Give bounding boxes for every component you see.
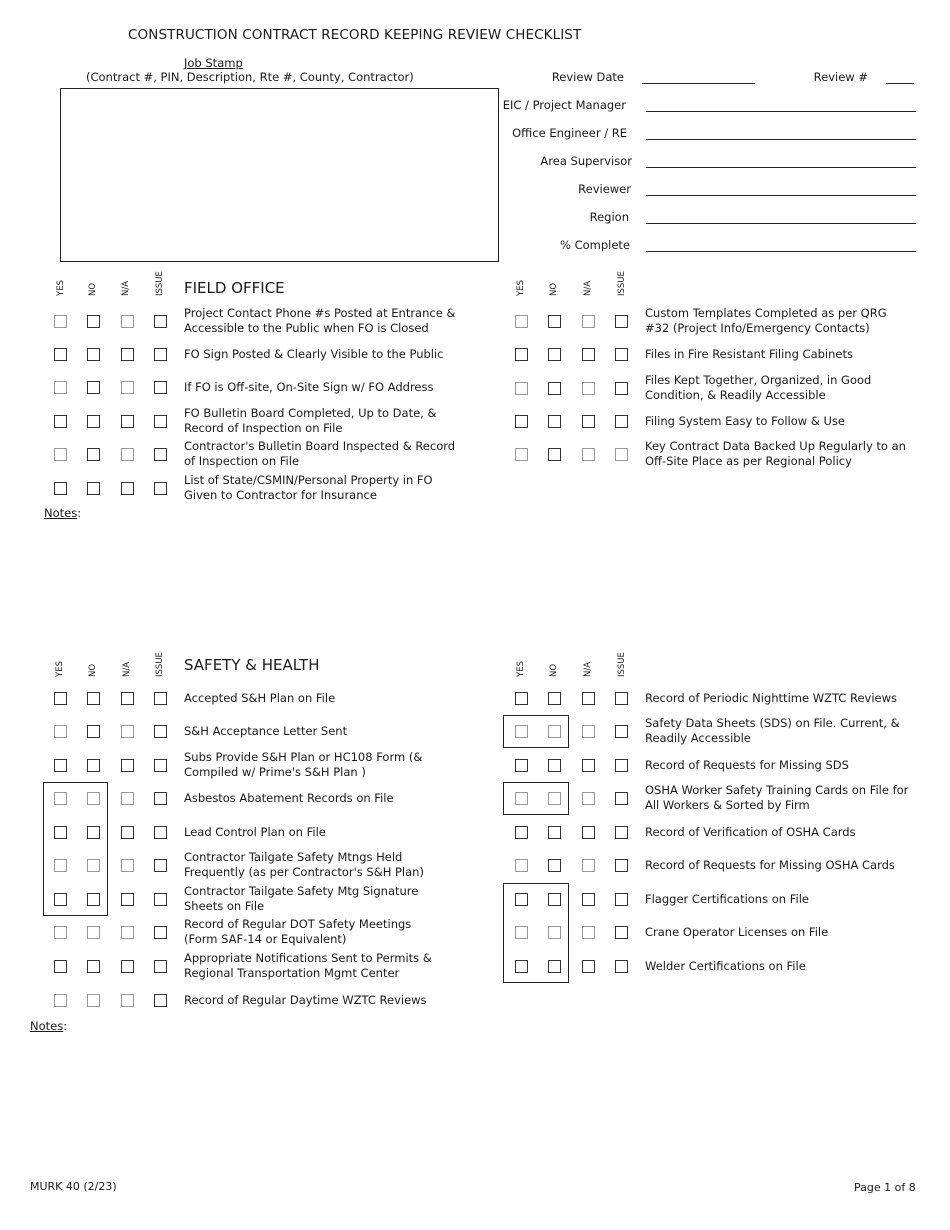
- percent-complete-label: % Complete: [559, 238, 630, 252]
- checklist-item-label: Flagger Certifications on File: [645, 892, 809, 906]
- issue-checkbox[interactable]: [615, 315, 628, 328]
- no-checkbox[interactable]: [548, 415, 561, 428]
- checklist-item-label: Project Contact Phone #s Posted at Entrance & Accessible to the Public when FO is Closed: [184, 306, 456, 335]
- checklist-item-label: Asbestos Abatement Records on File: [184, 791, 394, 805]
- yes-checkbox[interactable]: [54, 893, 67, 906]
- issue-checkbox[interactable]: [154, 994, 167, 1007]
- checklist-item-label: Files in Fire Resistant Filing Cabinets: [645, 347, 853, 361]
- checklist-item-label: Record of Verification of OSHA Cards: [645, 825, 856, 839]
- yes-checkbox[interactable]: [54, 759, 67, 772]
- yes-checkbox[interactable]: [54, 482, 67, 495]
- no-checkbox[interactable]: [87, 994, 100, 1007]
- na-checkbox[interactable]: [121, 759, 134, 772]
- yes-checkbox[interactable]: [515, 960, 528, 973]
- no-checkbox[interactable]: [548, 692, 561, 705]
- yes-checkbox[interactable]: [54, 994, 67, 1007]
- review-number-field[interactable]: [886, 83, 914, 84]
- yes-checkbox[interactable]: [515, 415, 528, 428]
- issue-checkbox[interactable]: [615, 348, 628, 361]
- na-checkbox[interactable]: [121, 792, 134, 805]
- office-engineer-label: Office Engineer / RE: [512, 126, 627, 140]
- na-checkbox[interactable]: [121, 960, 134, 973]
- no-checkbox[interactable]: [87, 315, 100, 328]
- no-checkbox[interactable]: [87, 926, 100, 939]
- issue-checkbox[interactable]: [615, 859, 628, 872]
- yes-checkbox[interactable]: [54, 448, 67, 461]
- col-head-no: NO: [88, 663, 98, 677]
- col-head-yes: YES: [516, 661, 526, 677]
- na-checkbox[interactable]: [582, 859, 595, 872]
- na-checkbox[interactable]: [582, 926, 595, 939]
- col-head-na: N/A: [121, 280, 131, 296]
- review-date-label: Review Date: [551, 70, 624, 84]
- na-checkbox[interactable]: [582, 826, 595, 839]
- issue-checkbox[interactable]: [615, 415, 628, 428]
- na-checkbox[interactable]: [121, 315, 134, 328]
- form-id: MURK 40 (2/23): [30, 1180, 117, 1193]
- checklist-item-label: Contractor Tailgate Safety Mtngs Held Frequently (as per Contractor's S&H Plan): [184, 850, 424, 879]
- col-head-issue: ISSUE: [617, 652, 627, 677]
- page-number: Page 1 of 8: [854, 1181, 916, 1194]
- issue-checkbox[interactable]: [615, 725, 628, 738]
- issue-checkbox[interactable]: [154, 960, 167, 973]
- reviewer-label: Reviewer: [578, 182, 631, 196]
- checklist-item-label: Lead Control Plan on File: [184, 825, 326, 839]
- checklist-item-label: FO Bulletin Board Completed, Up to Date, & Record of Inspection on File: [184, 406, 437, 435]
- no-checkbox[interactable]: [87, 415, 100, 428]
- yes-checkbox[interactable]: [54, 960, 67, 973]
- safety-notes-label: Notes: [30, 1019, 64, 1033]
- col-head-na: N/A: [583, 280, 593, 296]
- no-checkbox[interactable]: [548, 859, 561, 872]
- issue-checkbox[interactable]: [615, 893, 628, 906]
- reviewer-field[interactable]: [646, 195, 916, 196]
- job-stamp-label: Job Stamp: [184, 56, 243, 70]
- col-head-yes: YES: [56, 280, 66, 296]
- no-checkbox[interactable]: [87, 448, 100, 461]
- eic-field[interactable]: [646, 111, 916, 112]
- yes-checkbox[interactable]: [54, 725, 67, 738]
- issue-checkbox[interactable]: [154, 348, 167, 361]
- yes-checkbox[interactable]: [515, 692, 528, 705]
- office-engineer-field[interactable]: [646, 139, 916, 140]
- issue-checkbox[interactable]: [154, 725, 167, 738]
- no-checkbox[interactable]: [548, 725, 561, 738]
- na-checkbox[interactable]: [582, 893, 595, 906]
- area-supervisor-label: Area Supervisor: [540, 154, 632, 168]
- yes-checkbox[interactable]: [54, 692, 67, 705]
- issue-checkbox[interactable]: [154, 759, 167, 772]
- checklist-item-label: List of State/CSMIN/Personal Property in FO Given to Contractor for Insurance: [184, 473, 433, 502]
- yes-checkbox[interactable]: [515, 315, 528, 328]
- yes-checkbox[interactable]: [54, 826, 67, 839]
- issue-checkbox[interactable]: [615, 692, 628, 705]
- yes-checkbox[interactable]: [54, 415, 67, 428]
- checklist-item-label: Welder Certifications on File: [645, 959, 806, 973]
- no-checkbox[interactable]: [548, 382, 561, 395]
- no-checkbox[interactable]: [548, 792, 561, 805]
- na-checkbox[interactable]: [121, 859, 134, 872]
- col-head-na: N/A: [583, 661, 593, 677]
- checklist-item-label: Accepted S&H Plan on File: [184, 691, 336, 705]
- col-head-issue: ISSUE: [155, 271, 165, 296]
- no-checkbox[interactable]: [87, 826, 100, 839]
- issue-checkbox[interactable]: [154, 692, 167, 705]
- job-stamp-sublabel: (Contract #, PIN, Description, Rte #, County, Contractor): [86, 70, 414, 84]
- no-checkbox[interactable]: [548, 926, 561, 939]
- field-office-title: FIELD OFFICE: [184, 279, 285, 297]
- issue-checkbox[interactable]: [615, 960, 628, 973]
- checklist-item-label: Safety Data Sheets (SDS) on File. Current, & Readily Accessible: [645, 716, 900, 745]
- checklist-item-label: Key Contract Data Backed Up Regularly to an Off-Site Place as per Regional Policy: [645, 439, 906, 468]
- notes-colon: :: [77, 506, 82, 520]
- yes-checkbox[interactable]: [54, 792, 67, 805]
- na-checkbox[interactable]: [582, 960, 595, 973]
- na-checkbox[interactable]: [582, 792, 595, 805]
- yes-checkbox[interactable]: [515, 725, 528, 738]
- na-checkbox[interactable]: [582, 692, 595, 705]
- issue-checkbox[interactable]: [154, 381, 167, 394]
- issue-checkbox[interactable]: [615, 448, 628, 461]
- field-office-notes-label: Notes: [44, 506, 78, 520]
- no-checkbox[interactable]: [87, 725, 100, 738]
- na-checkbox[interactable]: [121, 725, 134, 738]
- area-supervisor-field[interactable]: [646, 167, 916, 168]
- issue-checkbox[interactable]: [615, 926, 628, 939]
- no-checkbox[interactable]: [548, 759, 561, 772]
- col-head-yes: YES: [516, 280, 526, 296]
- col-head-no: NO: [549, 282, 559, 296]
- no-checkbox[interactable]: [87, 859, 100, 872]
- no-checkbox[interactable]: [548, 348, 561, 361]
- yes-checkbox[interactable]: [54, 381, 67, 394]
- checklist-item-label: Crane Operator Licenses on File: [645, 925, 829, 939]
- no-checkbox[interactable]: [87, 381, 100, 394]
- checklist-item-label: Custom Templates Completed as per QRG #32 (Project Info/Emergency Contacts): [645, 306, 887, 335]
- no-checkbox[interactable]: [87, 960, 100, 973]
- na-checkbox[interactable]: [121, 448, 134, 461]
- col-head-no: NO: [549, 663, 559, 677]
- no-checkbox[interactable]: [548, 448, 561, 461]
- checklist-item-label: Appropriate Notifications Sent to Permits & Regional Transportation Mgmt Center: [184, 951, 432, 980]
- na-checkbox[interactable]: [582, 448, 595, 461]
- issue-checkbox[interactable]: [154, 315, 167, 328]
- na-checkbox[interactable]: [121, 348, 134, 361]
- no-checkbox[interactable]: [87, 893, 100, 906]
- na-checkbox[interactable]: [121, 692, 134, 705]
- col-head-yes: YES: [55, 661, 65, 677]
- col-head-na: N/A: [122, 661, 132, 677]
- issue-checkbox[interactable]: [615, 759, 628, 772]
- na-checkbox[interactable]: [121, 381, 134, 394]
- issue-checkbox[interactable]: [154, 448, 167, 461]
- col-head-issue: ISSUE: [155, 652, 165, 677]
- yes-checkbox[interactable]: [515, 348, 528, 361]
- eic-label: EIC / Project Manager: [502, 98, 626, 112]
- issue-checkbox[interactable]: [615, 382, 628, 395]
- checklist-item-label: Contractor Tailgate Safety Mtg Signature Sheets on File: [184, 884, 419, 913]
- na-checkbox[interactable]: [582, 725, 595, 738]
- checklist-item-label: Contractor's Bulletin Board Inspected & Record of Inspection on File: [184, 439, 456, 468]
- no-checkbox[interactable]: [548, 893, 561, 906]
- no-checkbox[interactable]: [87, 792, 100, 805]
- issue-checkbox[interactable]: [154, 482, 167, 495]
- na-checkbox[interactable]: [582, 415, 595, 428]
- checklist-item-label: FO Sign Posted & Clearly Visible to the Public: [184, 347, 444, 361]
- no-checkbox[interactable]: [87, 482, 100, 495]
- yes-checkbox[interactable]: [515, 382, 528, 395]
- notes-colon: :: [63, 1019, 68, 1033]
- checklist-item-label: Record of Periodic Nighttime WZTC Reviews: [645, 691, 898, 705]
- checklist-item-label: Record of Requests for Missing SDS: [645, 758, 849, 772]
- col-head-no: NO: [88, 282, 98, 296]
- na-checkbox[interactable]: [121, 415, 134, 428]
- no-checkbox[interactable]: [548, 960, 561, 973]
- yes-checkbox[interactable]: [515, 859, 528, 872]
- issue-checkbox[interactable]: [154, 415, 167, 428]
- region-label: Region: [589, 210, 629, 224]
- region-field[interactable]: [646, 223, 916, 224]
- na-checkbox[interactable]: [582, 382, 595, 395]
- na-checkbox[interactable]: [121, 994, 134, 1007]
- checklist-item-label: Record of Regular DOT Safety Meetings (Form SAF-14 or Equivalent): [184, 917, 412, 946]
- yes-checkbox[interactable]: [54, 315, 67, 328]
- yes-checkbox[interactable]: [54, 859, 67, 872]
- yes-checkbox[interactable]: [515, 926, 528, 939]
- na-checkbox[interactable]: [121, 482, 134, 495]
- issue-checkbox[interactable]: [154, 893, 167, 906]
- safety-health-title: SAFETY & HEALTH: [184, 656, 320, 674]
- no-checkbox[interactable]: [548, 826, 561, 839]
- yes-checkbox[interactable]: [54, 926, 67, 939]
- checklist-item-label: Subs Provide S&H Plan or HC108 Form (& Compiled w/ Prime's S&H Plan ): [184, 750, 423, 779]
- yes-checkbox[interactable]: [515, 826, 528, 839]
- issue-checkbox[interactable]: [615, 792, 628, 805]
- issue-checkbox[interactable]: [154, 826, 167, 839]
- issue-checkbox[interactable]: [154, 926, 167, 939]
- yes-checkbox[interactable]: [515, 448, 528, 461]
- yes-checkbox[interactable]: [515, 759, 528, 772]
- yes-checkbox[interactable]: [515, 893, 528, 906]
- checklist-item-label: S&H Acceptance Letter Sent: [184, 724, 348, 738]
- col-head-issue: ISSUE: [617, 271, 627, 296]
- na-checkbox[interactable]: [121, 893, 134, 906]
- na-checkbox[interactable]: [121, 926, 134, 939]
- checklist-item-label: If FO is Off-site, On-Site Sign w/ FO Address: [184, 380, 434, 394]
- checklist-item-label: Record of Requests for Missing OSHA Cards: [645, 858, 895, 872]
- checklist-item-label: OSHA Worker Safety Training Cards on File for All Workers & Sorted by Firm: [645, 783, 909, 812]
- yes-checkbox[interactable]: [54, 348, 67, 361]
- no-checkbox[interactable]: [87, 692, 100, 705]
- checklist-item-label: Record of Regular Daytime WZTC Reviews: [184, 993, 427, 1007]
- na-checkbox[interactable]: [582, 348, 595, 361]
- yes-checkbox[interactable]: [515, 792, 528, 805]
- review-number-label: Review #: [813, 70, 868, 84]
- checklist-item-label: Files Kept Together, Organized, in Good Condition, & Readily Accessible: [645, 373, 872, 402]
- issue-checkbox[interactable]: [615, 826, 628, 839]
- no-checkbox[interactable]: [87, 348, 100, 361]
- no-checkbox[interactable]: [548, 315, 561, 328]
- issue-checkbox[interactable]: [154, 792, 167, 805]
- job-stamp-box[interactable]: [60, 88, 499, 262]
- na-checkbox[interactable]: [582, 759, 595, 772]
- percent-complete-field[interactable]: [646, 251, 916, 252]
- form-title: CONSTRUCTION CONTRACT RECORD KEEPING REVIEW CHECKLIST: [128, 27, 582, 43]
- checklist-item-label: Filing System Easy to Follow & Use: [645, 414, 845, 428]
- na-checkbox[interactable]: [582, 315, 595, 328]
- no-checkbox[interactable]: [87, 759, 100, 772]
- issue-checkbox[interactable]: [154, 859, 167, 872]
- na-checkbox[interactable]: [121, 826, 134, 839]
